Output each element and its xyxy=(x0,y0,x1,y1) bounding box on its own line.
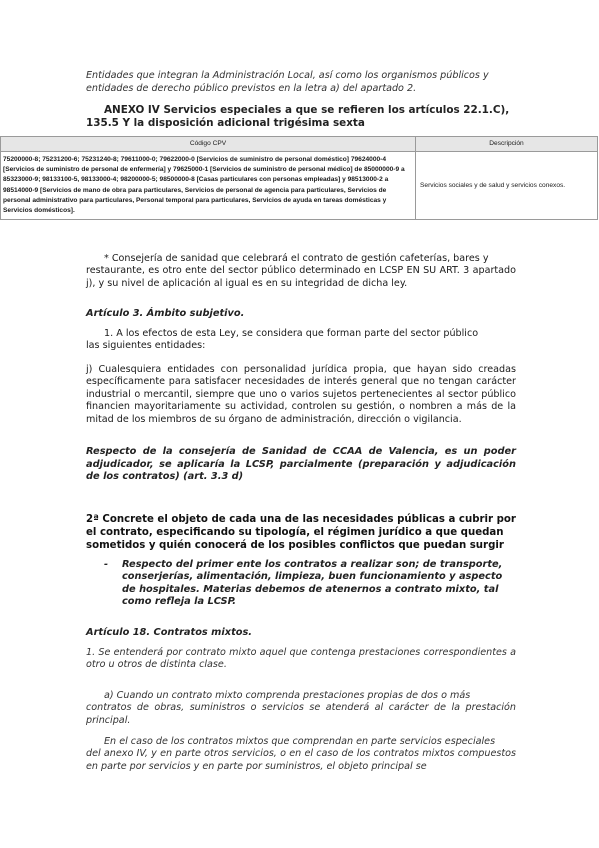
cpv-table xyxy=(0,136,598,220)
cpv-codes-cell: 75200000-8; 75231200-6; 75231240-8; 79611000-0; 79622000-0 [Servicios de suministro de personal doméstico] 79624000-4 [Servicios de suministro de personal de enfermería] y 79625000-1 [Servicios de suministro de personal médico] de 85000000-9 a 85323000-9; 98133100-5, 98133000-4; 98200000-5; 98500000-8 [Casas particulares con personas empleadas] y 98513000-2 a 98514000-9 [Servicios de mano de obra para particulares, Servicios de personal de agencia para particulares, Servicios de personal administrativo para particulares, Personal temporal para particulares, Servicios de ayuda en tareas domésticas y Servicios domésticos]. xyxy=(1,152,416,220)
paragraph-b-first-line: En el caso de los contratos mixtos que comprendan en parte servicios especiales xyxy=(104,736,496,747)
note-continuation: restaurante, es otro ente del sector público determinado en LCSP EN SU ART. 3 apartado j), y su nivel de aplicación al igual es en su integridad de dicha ley. xyxy=(86,265,516,289)
article-3-paragraph-1 xyxy=(86,328,516,353)
annex-title xyxy=(86,104,516,130)
article-3-p1-first-line: 1. A los efectos de esta Ley, se considera que forman parte del sector público xyxy=(104,328,479,339)
table-row xyxy=(1,152,598,220)
item-a-continuation: contratos de obras, suministros o servicios se atenderá al carácter de la prestación principal. xyxy=(86,702,516,726)
column-header-cpv-code: Código CPV xyxy=(1,137,416,152)
bullet-dash: - xyxy=(104,559,109,570)
item-a-first-line: a) Cuando un contrato mixto comprenda prestaciones propias de dos o más xyxy=(104,690,471,701)
article-18-paragraph-b xyxy=(86,736,516,773)
annex-title-line-2: 135.5 Y la disposición adicional trigésima sexta xyxy=(86,117,365,129)
description-cell: Servicios sociales y de salud y servicios conexos. xyxy=(416,152,598,220)
respecto-conclusion: Respecto de la consejería de Sanidad de CCAA de Valencia, es un poder adjudicador, se aplicaría la LCSP, parcialmente (preparación y adjudicación de los contratos) (art. 3.3 d) xyxy=(86,446,516,482)
article-18-item-a xyxy=(86,690,516,727)
bullet-item xyxy=(104,559,514,608)
sanidad-note xyxy=(86,253,516,290)
table-header-row xyxy=(1,137,598,152)
article-3-heading: Artículo 3. Ámbito subjetivo. xyxy=(86,308,245,319)
column-header-description: Descripción xyxy=(416,137,598,152)
question-2-heading: 2ª Concrete el objeto de cada una de las necesidades públicas a cubrir por el contrato, especificando su tipología, el régimen jurídico a que quedan sometidos y quién conocerá de los posibles conflictos que puedan surgir xyxy=(86,514,516,551)
article-3-item-j: j) Cualesquiera entidades con personalidad jurídica propia, que hayan sido creadas específicamente para satisfacer necesidades de interés general que no tengan carácter industrial o mercantil, siempre que uno o varios sujetos pertenecientes al sector público financien mayoritariamente su actividad, controlen su gestión, o nombren a más de la mitad de los miembros de su órgano de administración, dirección o vigilancia. xyxy=(86,364,516,425)
paragraph-b-continuation: del anexo IV, y en parte otros servicios, o en el caso de los contratos mixtos compuestos en parte por servicios y en parte por suministros, el objeto principal se xyxy=(86,748,516,772)
annex-title-line-1: ANEXO IV Servicios especiales a que se refieren los artículos 22.1.C), xyxy=(104,104,510,116)
article-18-paragraph-1: 1. Se entenderá por contrato mixto aquel que contenga prestaciones correspondientes a otro u otros de distinta clase. xyxy=(86,647,516,671)
bullet-text: Respecto del primer ente los contratos a realizar son; de transporte, conserjerías, alimentación, limpieza, buen funcionamiento y aspecto de hospitales. Materias debemos de atenernos a contrato mixto, tal como refleja la LCSP. xyxy=(122,559,503,607)
article-18-heading: Artículo 18. Contratos mixtos. xyxy=(86,627,253,638)
article-3-p1-continuation: las siguientes entidades: xyxy=(86,340,206,352)
note-first-line: * Consejería de sanidad que celebrará el contrato de gestión cafeterías, bares y xyxy=(104,253,489,264)
intro-paragraph: Entidades que integran la Administración Local, así como los organismos públicos y entidades de derecho público previstos en la letra a) del apartado 2. xyxy=(86,70,489,94)
